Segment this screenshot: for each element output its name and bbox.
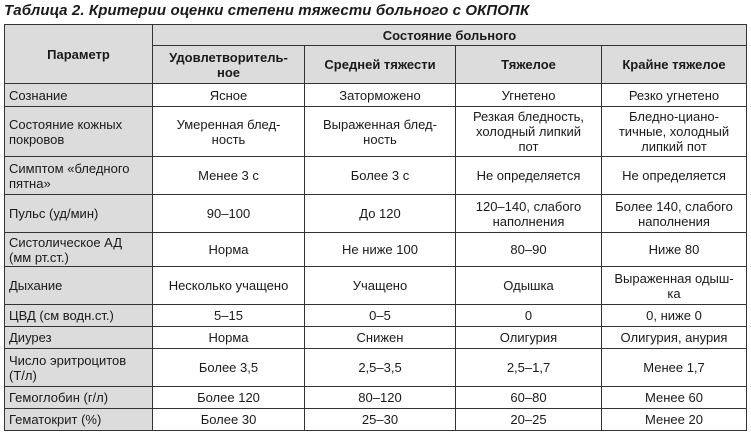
cell: Ниже 80: [602, 233, 747, 267]
row-param: Гематокрит (%): [5, 409, 153, 431]
table-row: [5, 387, 747, 409]
cell: Учащено: [305, 267, 456, 305]
header-col-moderate: Средней тяжести: [305, 46, 456, 84]
table-row: [5, 107, 747, 157]
table-row: [5, 409, 747, 431]
cell: Олигурия: [456, 327, 602, 349]
cell: Менее 20: [602, 409, 747, 431]
cell: Резкая бледность, холодный липкий пот: [456, 107, 602, 157]
header-col-satisfactory: Удовлетворитель- ное: [153, 46, 305, 84]
table-row: [5, 195, 747, 233]
table-row: [5, 349, 747, 387]
cell: Выраженная одыш- ка: [602, 267, 747, 305]
table-row: [5, 84, 747, 107]
cell: 80–90: [456, 233, 602, 267]
cell: Более 140, слабого наполнения: [602, 195, 747, 233]
row-param: ЦВД (см водн.ст.): [5, 305, 153, 327]
cell: 2,5–3,5: [305, 349, 456, 387]
cell: Норма: [153, 327, 305, 349]
cell: 0, ниже 0: [602, 305, 747, 327]
row-param: Систолическое АД (мм рт.ст.): [5, 233, 153, 267]
cell: Не ниже 100: [305, 233, 456, 267]
row-param: Состояние кожных покровов: [5, 107, 153, 157]
row-param: Дыхание: [5, 267, 153, 305]
table-caption: Таблица 2. Критерии оценки степени тяжести больного с ОКПОПК: [4, 2, 530, 19]
cell: Более 3 с: [305, 157, 456, 195]
cell: Олигурия, анурия: [602, 327, 747, 349]
cell: 5–15: [153, 305, 305, 327]
cell: Выраженная блед- ность: [305, 107, 456, 157]
table-row: [5, 157, 747, 195]
row-param: Симптом «бледного пятна»: [5, 157, 153, 195]
cell: Резко угнетено: [602, 84, 747, 107]
cell: Более 30: [153, 409, 305, 431]
cell: Норма: [153, 233, 305, 267]
table-row: [5, 327, 747, 349]
cell: Не определяется: [602, 157, 747, 195]
cell: 2,5–1,7: [456, 349, 602, 387]
cell: Одышка: [456, 267, 602, 305]
cell: Угнетено: [456, 84, 602, 107]
cell: 90–100: [153, 195, 305, 233]
row-param: Число эритроцитов (Т/л): [5, 349, 153, 387]
table-row: [5, 305, 747, 327]
cell: 0: [456, 305, 602, 327]
cell: Менее 60: [602, 387, 747, 409]
cell: Заторможено: [305, 84, 456, 107]
criteria-table: [4, 24, 747, 431]
row-param: Пульс (уд/мин): [5, 195, 153, 233]
cell: 25–30: [305, 409, 456, 431]
cell: 0–5: [305, 305, 456, 327]
cell: Ясное: [153, 84, 305, 107]
header-col-severe: Тяжелое: [456, 46, 602, 84]
cell: 20–25: [456, 409, 602, 431]
row-param: Гемоглобин (г/л): [5, 387, 153, 409]
cell: 80–120: [305, 387, 456, 409]
cell: Умеренная блед- ность: [153, 107, 305, 157]
cell: До 120: [305, 195, 456, 233]
table-row: [5, 233, 747, 267]
cell: Менее 1,7: [602, 349, 747, 387]
header-state: Состояние больного: [153, 25, 747, 46]
cell: Более 3,5: [153, 349, 305, 387]
row-param: Диурез: [5, 327, 153, 349]
header-col-extreme: Крайне тяжелое: [602, 46, 747, 84]
cell: Более 120: [153, 387, 305, 409]
table-row: [5, 267, 747, 305]
cell: 120–140, слабого наполнения: [456, 195, 602, 233]
cell: Не определяется: [456, 157, 602, 195]
row-param: Сознание: [5, 84, 153, 107]
cell: 60–80: [456, 387, 602, 409]
cell: Несколько учащено: [153, 267, 305, 305]
cell: Бледно-циано- тичные, холодный липкий пот: [602, 107, 747, 157]
header-parameter: Параметр: [5, 25, 153, 84]
cell: Снижен: [305, 327, 456, 349]
cell: Менее 3 с: [153, 157, 305, 195]
